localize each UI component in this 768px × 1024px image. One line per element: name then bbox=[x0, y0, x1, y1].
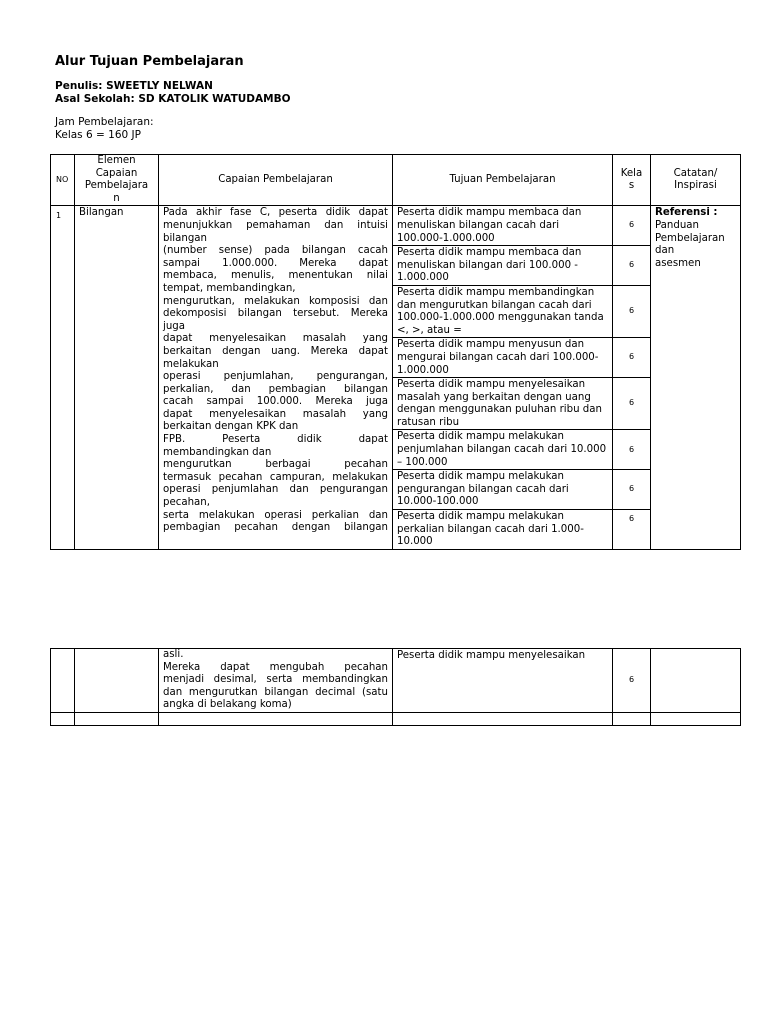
atp-table-continued bbox=[50, 648, 741, 726]
header-no: NO bbox=[51, 155, 75, 206]
capaian-line: termasuk pecahan campuran, melakukan bbox=[163, 471, 388, 483]
capaian-line: bilangan bbox=[163, 232, 207, 244]
header-tujuan: Tujuan Pembelajaran bbox=[393, 155, 613, 206]
header-capaian: Capaian Pembelajaran bbox=[159, 155, 393, 206]
referensi-label: Referensi : bbox=[655, 207, 718, 219]
capaian-cell bbox=[159, 649, 393, 713]
capaian-line: dan mengurutkan bilangan decimal (satu bbox=[163, 686, 388, 698]
capaian-line: menunjukkan pemahaman dan intuisi bbox=[163, 219, 388, 231]
penulis-line: Penulis: SWEETLY NELWAN bbox=[55, 80, 213, 92]
table-row bbox=[51, 649, 741, 713]
capaian-line: Mereka dapat mengubah pecahan bbox=[163, 661, 388, 673]
capaian-line: mengurutkan berbagai pecahan bbox=[163, 459, 388, 471]
kelas-cell: 6 bbox=[613, 510, 651, 550]
kelas-jp: Kelas 6 = 160 JP bbox=[55, 129, 141, 141]
tujuan-cell: Peserta didik mampu membaca dan menuliskan bilangan cacah dari 100.000-1.000.000 bbox=[393, 206, 613, 246]
empty-cell bbox=[159, 712, 393, 725]
kelas-cell: 6 bbox=[613, 470, 651, 510]
capaian-line: serta melakukan operasi perkalian dan bbox=[163, 509, 388, 521]
capaian-cell bbox=[159, 206, 393, 549]
capaian-line: menjadi desimal, serta membandingkan bbox=[163, 674, 388, 686]
catatan-cell bbox=[651, 649, 741, 713]
capaian-line: tempat, membandingkan, bbox=[163, 282, 296, 294]
capaian-line: berkaitan dengan KPK dan bbox=[163, 421, 299, 433]
capaian-line: pembagian pecahan dengan bilangan bbox=[163, 522, 388, 534]
capaian-line: operasi penjumlahan dan pengurangan bbox=[163, 484, 388, 496]
kelas-cell: 6 bbox=[613, 206, 651, 246]
capaian-line: angka di belakang koma) bbox=[163, 699, 292, 711]
jam-label: Jam Pembelajaran: bbox=[55, 116, 154, 128]
empty-cell bbox=[393, 712, 613, 725]
capaian-line: FPB. Peserta didik dapat bbox=[163, 434, 388, 446]
tujuan-cell: Peserta didik mampu membaca dan menuliskan bilangan dari 100.000 - 1.000.000 bbox=[393, 246, 613, 286]
catatan-cell: Referensi : Panduan Pembelajaran dan asesmen bbox=[651, 206, 741, 549]
capaian-line: operasi penjumlahan, pengurangan, bbox=[163, 371, 388, 383]
tujuan-cell: Peserta didik mampu melakukan penjumlahan bilangan cacah dari 10.000 – 100.000 bbox=[393, 430, 613, 470]
capaian-line: berkaitan dengan uang. Mereka dapat bbox=[163, 345, 388, 357]
header-catatan: Catatan/ Inspirasi bbox=[651, 155, 741, 206]
elemen-cell bbox=[75, 649, 159, 713]
document-title: Alur Tujuan Pembelajaran bbox=[55, 54, 244, 69]
kelas-cell: 6 bbox=[613, 338, 651, 378]
empty-cell bbox=[75, 712, 159, 725]
kelas-cell: 6 bbox=[613, 649, 651, 713]
capaian-line: juga bbox=[163, 320, 185, 332]
capaian-line: membandingkan dan bbox=[163, 446, 272, 458]
tujuan-cell: Peserta didik mampu menyelesaikan masalah yang berkaitan dengan uang dengan menggunakan puluhan ribu dan ratusan ribu bbox=[393, 378, 613, 430]
capaian-line: dapat menyelesaikan masalah yang bbox=[163, 408, 388, 420]
capaian-line: (number sense) pada bilangan cacah bbox=[163, 245, 388, 257]
capaian-line: melakukan bbox=[163, 358, 219, 370]
capaian-line: pecahan, bbox=[163, 497, 210, 509]
capaian-line: mengurutkan, melakukan komposisi dan bbox=[163, 295, 388, 307]
tujuan-cell: Peserta didik mampu melakukan pengurangan bilangan cacah dari 10.000-100.000 bbox=[393, 470, 613, 510]
kelas-cell: 6 bbox=[613, 246, 651, 286]
table-row bbox=[51, 712, 741, 725]
empty-cell bbox=[651, 712, 741, 725]
capaian-line: sampai 1.000.000. Mereka dapat bbox=[163, 257, 388, 269]
kelas-cell: 6 bbox=[613, 430, 651, 470]
kelas-cell: 6 bbox=[613, 378, 651, 430]
atp-table bbox=[50, 154, 741, 550]
capaian-line: cacah sampai 100.000. Mereka juga bbox=[163, 396, 388, 408]
capaian-line: Pada akhir fase C, peserta didik dapat bbox=[163, 207, 388, 219]
header-kelas: Kela s bbox=[613, 155, 651, 206]
capaian-line: dekomposisi bilangan tersebut. Mereka bbox=[163, 308, 388, 320]
sekolah-line: Asal Sekolah: SD KATOLIK WATUDAMBO bbox=[55, 93, 291, 105]
tujuan-cell: Peserta didik mampu membandingkan dan mengurutkan bilangan cacah dari 100.000-1.000.000 menggunakan tanda <, >, atau = bbox=[393, 285, 613, 337]
capaian-line: membaca, menulis, menentukan nilai bbox=[163, 270, 388, 282]
empty-cell bbox=[51, 712, 75, 725]
tujuan-cell: Peserta didik mampu menyusun dan mengurai bilangan cacah dari 100.000-1.000.000 bbox=[393, 338, 613, 378]
row-number: 1 bbox=[51, 206, 75, 549]
elemen-cell: Bilangan bbox=[75, 206, 159, 549]
kelas-cell: 6 bbox=[613, 285, 651, 337]
capaian-line: asli. bbox=[163, 649, 184, 660]
table-row bbox=[51, 206, 741, 246]
tujuan-cell: Peserta didik mampu melakukan perkalian bilangan cacah dari 1.000-10.000 bbox=[393, 510, 613, 550]
header-elemen: Elemen Capaian Pembelajara n bbox=[75, 155, 159, 206]
row-number bbox=[51, 649, 75, 713]
empty-cell bbox=[613, 712, 651, 725]
tujuan-cell: Peserta didik mampu menyelesaikan bbox=[393, 649, 613, 713]
capaian-line: perkalian, dan pembagian bilangan bbox=[163, 383, 388, 395]
capaian-line: dapat menyelesaikan masalah yang bbox=[163, 333, 388, 345]
header-row bbox=[51, 155, 741, 206]
